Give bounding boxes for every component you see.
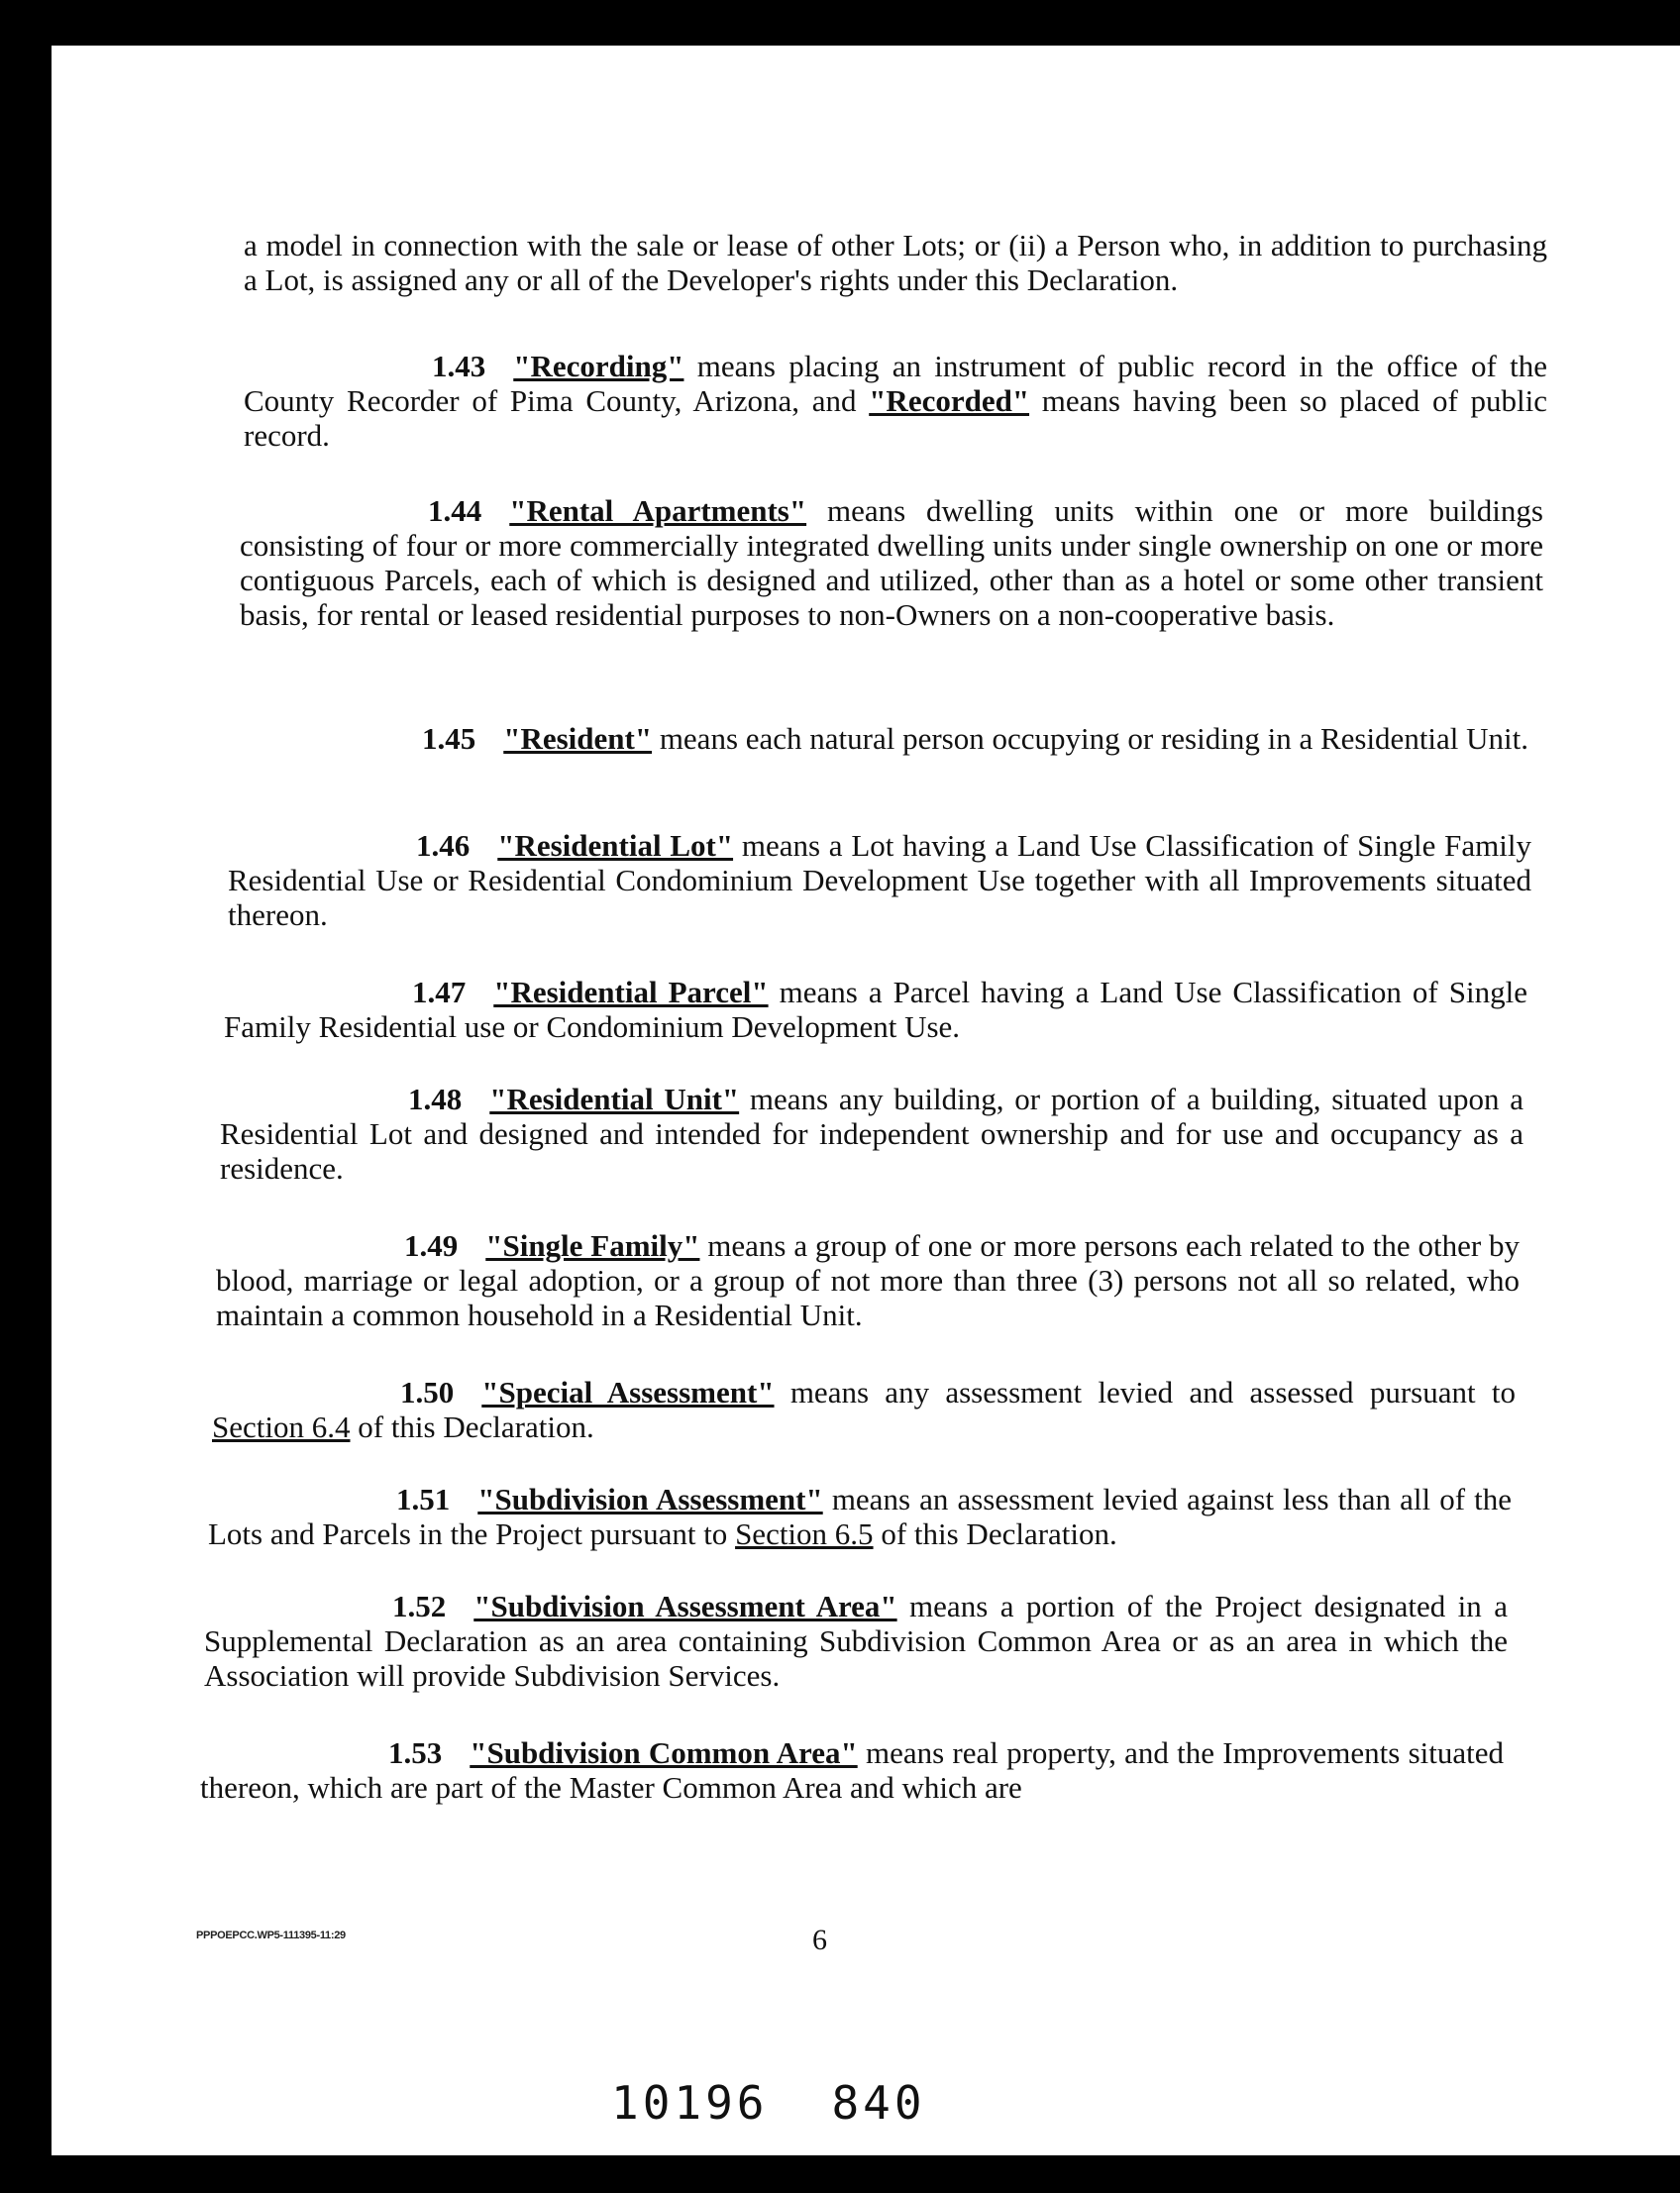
definition-text: means an assessment levied against less than all of the Lots and Parcels in the Project pursuant to (208, 1482, 1512, 1551)
definition-number: 1.53 (388, 1735, 443, 1770)
definition-1-51 (208, 1482, 1512, 1551)
definition-number: 1.49 (404, 1228, 459, 1263)
defined-term: "Subdivision Common Area" (470, 1735, 858, 1770)
definition-number: 1.47 (412, 975, 467, 1009)
section-reference: Section 6.5 (735, 1516, 874, 1551)
document-page (52, 46, 1680, 2155)
section-reference: Section 6.4 (212, 1410, 351, 1444)
defined-term: "Subdivision Assessment Area" (473, 1589, 897, 1623)
defined-term: "Rental Apartments" (509, 493, 807, 528)
definition-number: 1.52 (392, 1589, 447, 1623)
definition-1-46 (228, 828, 1531, 932)
definition-1-44 (240, 493, 1543, 632)
recording-stamp (611, 2076, 926, 2130)
footer-file-code: PPPOEPCC.WP5-111395-11:29 (196, 1930, 346, 1941)
definition-text: means a Parcel having a Land Use Classification of Single Family Residential use or Condominium Development Use. (224, 975, 1527, 1044)
definition-text-continued: of this Declaration. (873, 1516, 1117, 1551)
definition-1-45 (234, 721, 1537, 756)
definition-number: 1.50 (400, 1375, 455, 1410)
definition-number: 1.48 (408, 1082, 463, 1116)
page-number: 6 (812, 1924, 827, 1956)
definition-text: means a Lot having a Land Use Classification of Single Family Residential Use or Residential Condominium Development Use together with all Improvements situated thereon. (228, 828, 1531, 932)
definition-text-continued: means having been so placed of public record. (244, 383, 1547, 453)
defined-term: "Residential Lot" (497, 828, 734, 863)
definition-1-52 (204, 1589, 1508, 1693)
definition-text: means any assessment levied and assessed pursuant to (774, 1375, 1516, 1410)
defined-term: "Residential Parcel" (493, 975, 769, 1009)
intro-text: a model in connection with the sale or lease of other Lots; or (ii) a Person who, in addition to purchasing a Lot, is assigned any or all of the Developer's rights under this Declaration. (244, 228, 1547, 297)
defined-term: "Residential Unit" (489, 1082, 740, 1116)
defined-term: "Special Assessment" (481, 1375, 775, 1410)
definition-1-47 (224, 975, 1527, 1044)
definition-text: means a group of one or more persons each related to the other by blood, marriage or legal adoption, or a group of not more than three (3) persons not all so related, who maintain a common household in a Residential Unit. (216, 1228, 1521, 1332)
definition-1-50 (212, 1375, 1516, 1444)
defined-term-secondary: "Recorded" (869, 383, 1030, 418)
intro-paragraph (244, 228, 1547, 297)
stamp-book-number: 10196 (611, 2076, 769, 2130)
definition-text: means any building, or portion of a building, situated upon a Residential Lot and designed and intended for independent ownership and for use and occupancy as a residence. (220, 1082, 1523, 1186)
definition-text: means placing an instrument of public record in the office of the County Recorder of Pima County, Arizona, and (244, 349, 1547, 418)
defined-term: "Single Family" (485, 1228, 700, 1263)
definition-number: 1.43 (432, 349, 486, 383)
defined-term: "Resident" (503, 721, 653, 756)
definition-number: 1.45 (422, 721, 476, 756)
defined-term: "Subdivision Assessment" (477, 1482, 823, 1516)
definition-text-continued: of this Declaration. (350, 1410, 594, 1444)
definition-text: means dwelling units within one or more buildings consisting of four or more commercially integrated dwelling units under single ownership on one or more contiguous Parcels, each of which is designed and utilized, other than as a hotel or some other transient basis, for rental or leased residential purposes to non-Owners on a non-cooperative basis. (240, 493, 1543, 632)
definition-text: means real property, and the Improvements situated thereon, which are part of the Master Common Area and which are (200, 1735, 1505, 1805)
definition-number: 1.46 (416, 828, 471, 863)
definition-1-53 (200, 1735, 1504, 1805)
definition-text: means a portion of the Project designated in a Supplemental Declaration as an area containing Subdivision Common Area or as an area in which the Association will provide Subdivision Services. (204, 1589, 1508, 1693)
definition-1-49 (216, 1228, 1520, 1332)
definition-1-43 (244, 349, 1547, 453)
defined-term: "Recording" (513, 349, 684, 383)
stamp-page-number: 840 (831, 2076, 926, 2130)
definition-number: 1.44 (428, 493, 482, 528)
definition-1-48 (220, 1082, 1523, 1186)
definition-text: means each natural person occupying or residing in a Residential Unit. (652, 721, 1529, 756)
definition-number: 1.51 (396, 1482, 451, 1516)
